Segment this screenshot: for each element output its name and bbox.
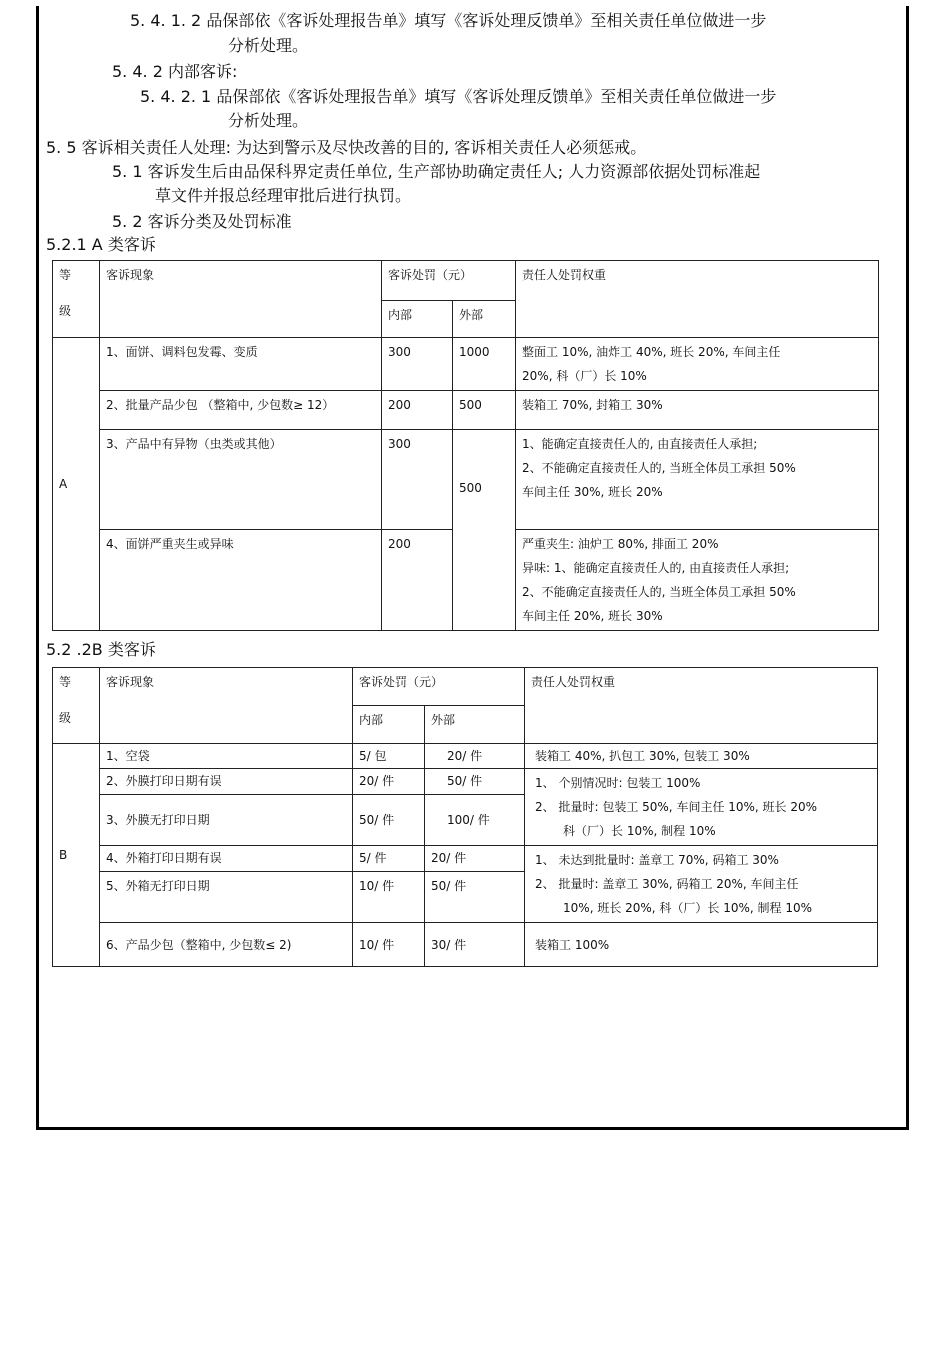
weight-cell	[516, 338, 879, 391]
internal-cell: 10/ 件	[353, 872, 425, 923]
weight-line: 2、 批量时: 包装工 50%, 车间主任 10%, 班长 20%	[535, 800, 818, 814]
internal-header: 内部	[353, 706, 425, 744]
weight-cell	[525, 923, 878, 967]
weight-cell	[525, 744, 878, 769]
table-b-heading: 5.2 .2B 类客诉	[46, 640, 156, 659]
phenomenon-cell: 3、外膜无打印日期	[100, 795, 353, 846]
weight-line: 装箱工 100%	[535, 937, 610, 952]
grade-header-line-2: 级	[59, 711, 72, 725]
clause-5-1: 5. 1 客诉发生后由品保科界定责任单位, 生产部协助确定责任人; 人力资源部依据处罚标准起	[112, 162, 761, 181]
weight-line: 严重夹生: 油炉工 80%, 排面工 20%	[522, 537, 719, 551]
external-cell: 100/ 件	[425, 795, 525, 846]
phenomenon-header: 客诉现象	[100, 668, 353, 744]
weight-line: 科（厂）长 10%, 制程 10%	[563, 824, 716, 838]
weight-line: 10%, 班长 20%, 科（厂）长 10%, 制程 10%	[563, 901, 813, 915]
external-cell: 20/ 件	[425, 846, 525, 872]
table-a	[52, 260, 879, 631]
clause-5-4-2-1-cont: 分析处理。	[228, 111, 309, 130]
weight-cell	[525, 769, 878, 846]
phenomenon-cell: 4、面饼严重夹生或异味	[100, 530, 382, 631]
external-cell: 50/ 件	[425, 769, 525, 795]
phenomenon-header: 客诉现象	[100, 261, 382, 338]
grade-header-line-1: 等	[59, 268, 72, 282]
phenomenon-cell: 2、批量产品少包 （整箱中, 少包数≥ 12）	[100, 391, 382, 430]
external-cell: 500	[453, 430, 516, 631]
weight-line: 装箱工 70%, 封箱工 30%	[522, 398, 663, 412]
weight-cell	[516, 391, 879, 430]
internal-cell: 5/ 件	[353, 846, 425, 872]
weight-line: 1、 个别情况时: 包装工 100%	[535, 776, 701, 790]
weight-line: 2、 批量时: 盖章工 30%, 码箱工 20%, 车间主任	[535, 877, 799, 891]
phenomenon-cell: 2、外膜打印日期有误	[100, 769, 353, 795]
weight-cell	[516, 530, 879, 631]
clause-5-4-2-1: 5. 4. 2. 1 品保部依《客诉处理报告单》填写《客诉处理反馈单》至相关责任单位做进一步	[140, 87, 777, 106]
phenomenon-cell: 6、产品少包（整箱中, 少包数≤ 2)	[100, 923, 353, 967]
weight-line: 车间主任 20%, 班长 30%	[522, 609, 663, 623]
grade-header-line-2: 级	[59, 304, 72, 318]
internal-cell: 300	[382, 430, 453, 530]
grade-header	[53, 261, 100, 338]
clause-5-4-1-2-cont: 分析处理。	[228, 36, 309, 55]
external-cell: 1000	[453, 338, 516, 391]
internal-cell: 200	[382, 530, 453, 631]
internal-cell: 200	[382, 391, 453, 430]
weight-line: 异味: 1、能确定直接责任人的, 由直接责任人承担;	[522, 561, 790, 575]
internal-cell: 50/ 件	[353, 795, 425, 846]
internal-cell: 5/ 包	[353, 744, 425, 769]
external-cell: 50/ 件	[425, 872, 525, 923]
weight-line: 2、不能确定直接责任人的, 当班全体员工承担 50%	[522, 461, 796, 475]
penalty-header: 客诉处罚（元）	[353, 668, 525, 706]
weight-header: 责任人处罚权重	[525, 668, 878, 744]
penalty-header: 客诉处罚（元）	[382, 261, 516, 301]
phenomenon-cell: 1、空袋	[100, 744, 353, 769]
clause-5-1-cont: 草文件并报总经理审批后进行执罚。	[155, 186, 412, 205]
weight-line: 1、能确定直接责任人的, 由直接责任人承担;	[522, 437, 758, 451]
phenomenon-cell: 3、产品中有异物（虫类或其他）	[100, 430, 382, 530]
weight-line: 20%, 科（厂）长 10%	[522, 369, 647, 383]
weight-line: 整面工 10%, 油炸工 40%, 班长 20%, 车间主任	[522, 345, 781, 359]
external-cell: 20/ 件	[425, 744, 525, 769]
weight-line: 1、 未达到批量时: 盖章工 70%, 码箱工 30%	[535, 853, 779, 867]
grade-cell: B	[53, 744, 100, 967]
internal-cell: 10/ 件	[353, 923, 425, 967]
table-b	[52, 667, 878, 967]
weight-line: 装箱工 40%, 扒包工 30%, 包装工 30%	[535, 749, 750, 763]
internal-header: 内部	[382, 301, 453, 338]
external-cell: 30/ 件	[425, 923, 525, 967]
clause-5-2: 5. 2 客诉分类及处罚标准	[112, 212, 292, 231]
clause-5-4-1-2: 5. 4. 1. 2 品保部依《客诉处理报告单》填写《客诉处理反馈单》至相关责任单位做进一步	[130, 11, 767, 30]
external-header: 外部	[453, 301, 516, 338]
grade-header-line-1: 等	[59, 675, 72, 689]
phenomenon-cell: 4、外箱打印日期有误	[100, 846, 353, 872]
weight-header: 责任人处罚权重	[516, 261, 879, 338]
weight-cell	[525, 846, 878, 923]
clause-5-5: 5. 5 客诉相关责任人处理: 为达到警示及尽快改善的目的, 客诉相关责任人必须惩戒。	[46, 138, 647, 157]
grade-cell: A	[53, 338, 100, 631]
external-header: 外部	[425, 706, 525, 744]
clause-5-4-2: 5. 4. 2 内部客诉:	[112, 62, 238, 81]
internal-cell: 300	[382, 338, 453, 391]
weight-cell	[516, 430, 879, 530]
phenomenon-cell: 5、外箱无打印日期	[100, 872, 353, 923]
table-a-heading: 5.2.1 A 类客诉	[46, 235, 156, 254]
external-cell: 500	[453, 391, 516, 430]
internal-cell: 20/ 件	[353, 769, 425, 795]
grade-header	[53, 668, 100, 744]
weight-line: 2、不能确定直接责任人的, 当班全体员工承担 50%	[522, 585, 796, 599]
weight-line: 车间主任 30%, 班长 20%	[522, 485, 663, 499]
phenomenon-cell: 1、面饼、调料包发霉、变质	[100, 338, 382, 391]
